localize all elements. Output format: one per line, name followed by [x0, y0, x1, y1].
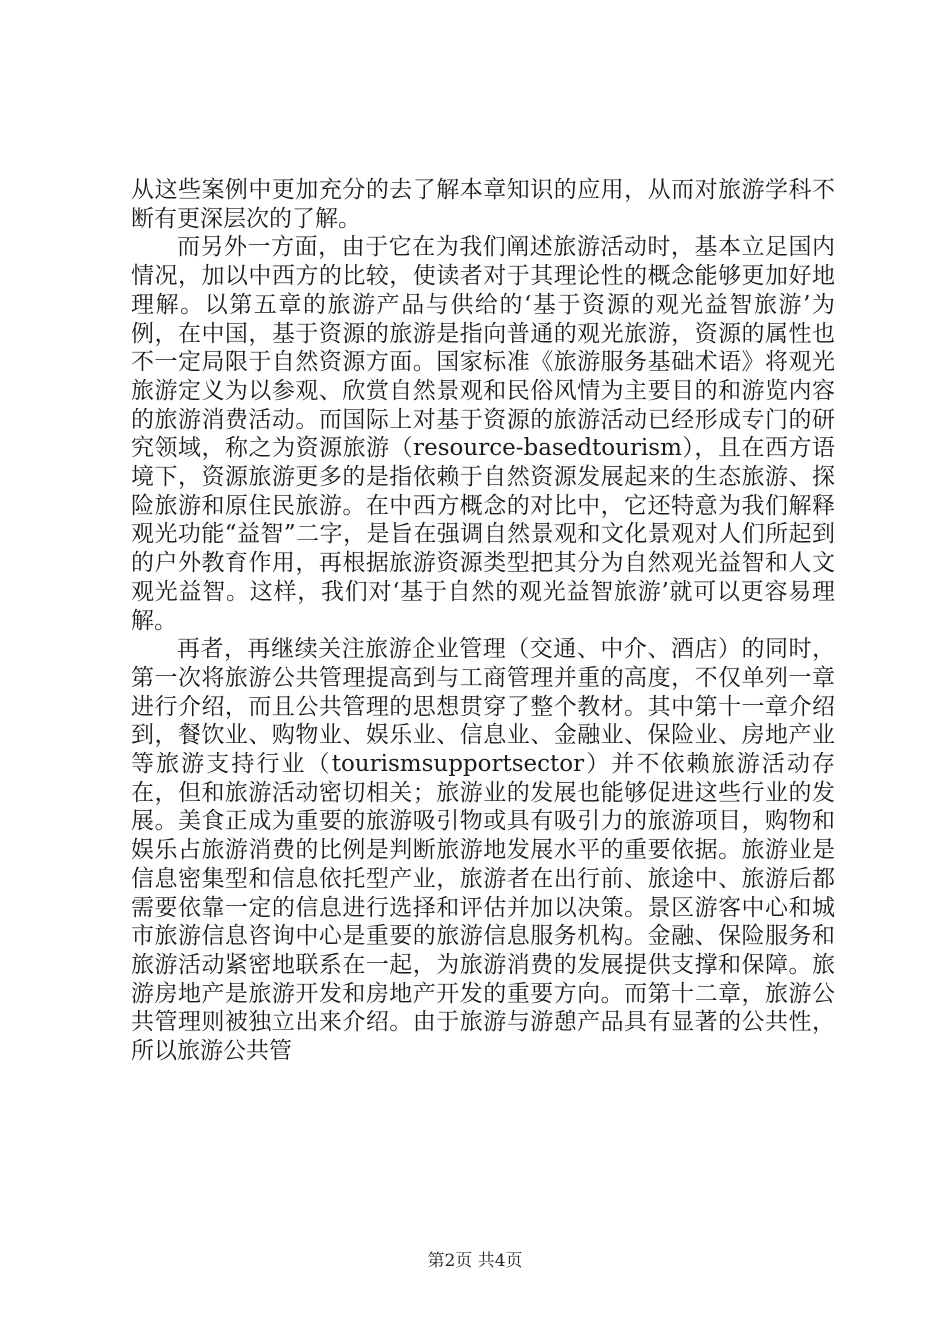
paragraph-1: 从这些案例中更加充分的去了解本章知识的应用，从而对旅游学科不断有更深层次的了解。: [131, 177, 835, 232]
body-text: [131, 176, 835, 1066]
paragraph-2: 而另外一方面，由于它在为我们阐述旅游活动时，基本立足国内情况，加以中西方的比较，使读者对于其理论性的概念能够更加好地理解。以第五章的旅游产品与供给的‘基于资源的观光益智旅游’为例，在中国，基于资源的旅游是指向普通的观光旅游，资源的属性也不一定局限于自然资源方面。国家标准《旅游服务基础术语》将观光旅游定义为以参观、欣赏自然景观和民俗风情为主要目的和游览内容的旅游消费活动。而国际上对基于资源的旅游活动已经形成专门的研究领域，称之为资源旅游（resource-basedtourism），且在西方语境下，资源旅游更多的是指依赖于自然资源发展起来的生态旅游、探险旅游和原住民旅游。在中西方概念的对比中，它还特意为我们解释观光功能“益智”二字，是旨在强调自然景观和文化景观对人们所起到的户外教育作用，再根据旅游资源类型把其分为自然观光益智和人文观光益智。这样，我们对‘基于自然的观光益智旅游’就可以更容易理解。: [131, 234, 835, 634]
paragraph-3: 再者，再继续关注旅游企业管理（交通、中介、酒店）的同时，第一次将旅游公共管理提高到与工商管理并重的高度，不仅单列一章进行介绍，而且公共管理的思想贯穿了整个教材。其中第十一章介绍到，餐饮业、购物业、娱乐业、信息业、金融业、保险业、房地产业等旅游支持行业（tourismsupportsector）并不依赖旅游活动存在，但和旅游活动密切相关；旅游业的发展也能够促进这些行业的发展。美食正成为重要的旅游吸引物或具有吸引力的旅游项目，购物和娱乐占旅游消费的比例是判断旅游地发展水平的重要依据。旅游业是信息密集型和信息依托型产业，旅游者在出行前、旅途中、旅游后都需要依靠一定的信息进行选择和评估并加以决策。景区游客中心和城市旅游信息咨询中心是重要的旅游信息服务机构。金融、保险服务和旅游活动紧密地联系在一起，为旅游消费的发展提供支撑和保障。旅游房地产是旅游开发和房地产开发的重要方向。而第十二章，旅游公共管理则被独立出来介绍。由于旅游与游憩产品具有显著的公共性，所以旅游公共管: [131, 636, 835, 1065]
page-footer: 第2页 共4页: [427, 1251, 523, 1271]
